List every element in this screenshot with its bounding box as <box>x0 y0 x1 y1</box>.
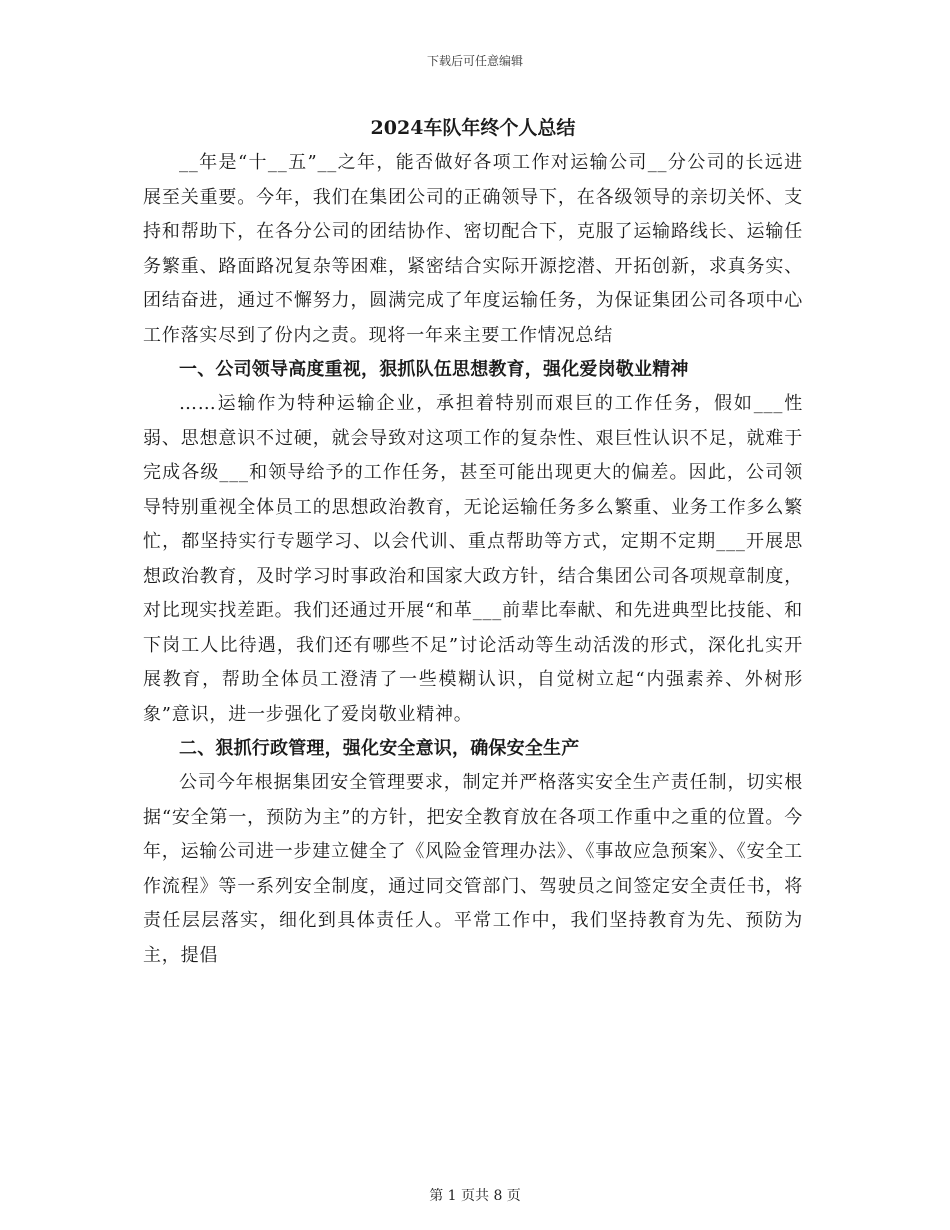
section-2-heading: 二、狠抓行政管理，强化安全意识，确保安全生产 <box>179 738 580 759</box>
document-body <box>143 110 803 973</box>
page-header: 下载后可任意编辑 <box>426 54 523 68</box>
page-footer: 第 1 页共 8 页 <box>429 1188 521 1204</box>
intro-paragraph: __年是“十__五”__之年，能否做好各项工作对运输公司__分公司的长远进展至关重要。今年，我们在集团公司的正确领导下，在各级领导的亲切关怀、支持和帮助下，在各分公司的团结协作、密切配合下，克服了运输路线长、运输任务繁重、路面路况复杂等困难，紧密结合实际开源挖潜、开拓创新，求真务实、团结奋进，通过不懈努力，圆满完成了年度运输任务，为保证集团公司各项中心工作落实尽到了份内之责。现将一年来主要工作情况总结 <box>143 152 803 346</box>
document-title: 2024车队年终个人总结 <box>370 117 576 139</box>
section-2-paragraph: 公司今年根据集团安全管理要求，制定并严格落实安全生产责任制，切实根据“安全第一，预防为主”的方针，把安全教育放在各项工作重中之重的位置。今年，运输公司进一步建立健全了《风险金管理办法》、《事故应急预案》、《安全工作流程》等一系列安全制度，通过同交管部门、驾驶员之间签定安全责任书，将责任层层落实，细化到具体责任人。平常工作中，我们坚持教育为先、预防为主，提倡 <box>143 772 803 966</box>
section-1-heading: 一、公司领导高度重视，狠抓队伍思想教育，强化爱岗敬业精神 <box>179 359 689 380</box>
section-1-paragraph: ……运输作为特种运输企业，承担着特别而艰巨的工作任务，假如___性弱、思想意识不过硬，就会导致对这项工作的复杂性、艰巨性认识不足，就难于完成各级___和领导给予的工作任务，甚至可能出现更大的偏差。因此，公司领导特别重视全体员工的思想政治教育，无论运输任务多么繁重、业务工作多么繁忙，都坚持实行专题学习、以会代训、重点帮助等方式，定期不定期___开展思想政治教育，及时学习时事政治和国家大政方针，结合集团公司各项规章制度，对比现实找差距。我们还通过开展“和革___前辈比奉献、和先进典型比技能、和下岗工人比待遇，我们还有哪些不足”讨论活动等生动活泼的形式，深化扎实开展教育，帮助全体员工澄清了一些模糊认识，自觉树立起“内强素养、外树形象”意识，进一步强化了爱岗敬业精神。 <box>143 393 803 725</box>
